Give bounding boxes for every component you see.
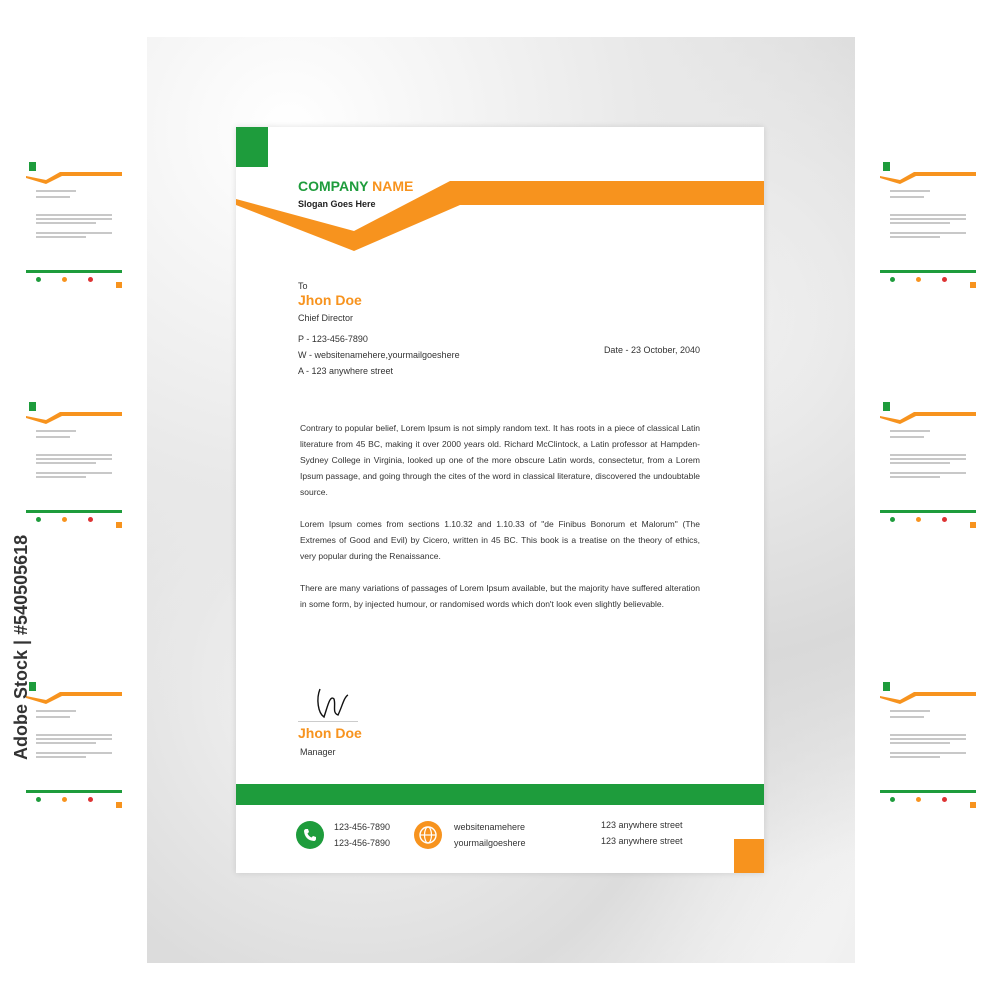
- footer-phone-2: 123-456-7890: [334, 838, 391, 848]
- signatory-name: Jhon Doe: [298, 725, 362, 741]
- globe-icon: [414, 821, 442, 849]
- recipient-phone: P - 123-456-7890: [298, 334, 368, 344]
- corner-accent-orange: [734, 839, 764, 873]
- recipient-title: Chief Director: [298, 313, 354, 323]
- body-paragraph-2: Lorem Ipsum comes from sections 1.10.32 and 1.10.33 of "de Finibus Bonorum et Malorum" (The Extremes of Good and Evil) by Cicero, written in 45 BC. This book is a treatise on the theory of ethics, very popular during the Renaissance.: [300, 519, 700, 561]
- recipient-name: Jhon Doe: [298, 292, 362, 308]
- letter-date: Date - 23 October, 2040: [603, 345, 700, 355]
- body-paragraph-1: Contrary to popular belief, Lorem Ipsum is not simply random text. It has roots in a piece of classical Latin literature from 45 BC, making it over 2000 years old. Richard McClintock, a Latin professor at Hampden-Sydney College in Virginia, looked up one of the more obscure Latin words, consectetur, from a Lorem Ipsum passage, and going through the cites of the word in classical literature, discovered the undoubtable source.: [300, 423, 700, 497]
- thumbnail-preview: [26, 160, 122, 288]
- company-name: COMPANY NAME: [298, 178, 414, 194]
- signature-mark: [314, 685, 354, 721]
- corner-accent-green: [236, 127, 268, 167]
- phone-icon: [296, 821, 324, 849]
- signature-line: [298, 721, 358, 722]
- signatory-role: Manager: [300, 747, 336, 757]
- recipient-address: A - 123 anywhere street: [298, 366, 394, 376]
- stock-id: Adobe Stock | #540505618: [11, 534, 31, 760]
- letterhead-page: [236, 127, 764, 873]
- recipient-web: W - websitenamehere,yourmailgoeshere: [298, 350, 460, 360]
- footer-email: yourmailgoeshere: [454, 838, 526, 848]
- footer-address-2: 123 anywhere street: [601, 836, 683, 846]
- thumbnail-preview: [880, 680, 976, 808]
- slogan: Slogan Goes Here: [298, 199, 376, 209]
- thumbnail-preview: [26, 400, 122, 528]
- footer-address-1: 123 anywhere street: [601, 820, 683, 830]
- thumbnail-preview: [880, 400, 976, 528]
- body-paragraph-3: There are many variations of passages of Lorem Ipsum available, but the majority have suffered alteration in some form, by injected humour, or randomised words which don't look even slightly believable.: [300, 583, 700, 609]
- footer-website: websitenamehere: [454, 822, 526, 832]
- thumbnail-preview: [26, 680, 122, 808]
- thumbnail-preview: [880, 160, 976, 288]
- to-label: To: [298, 281, 308, 291]
- footer-green-bar: [236, 784, 764, 805]
- footer-phone-1: 123-456-7890: [334, 822, 391, 832]
